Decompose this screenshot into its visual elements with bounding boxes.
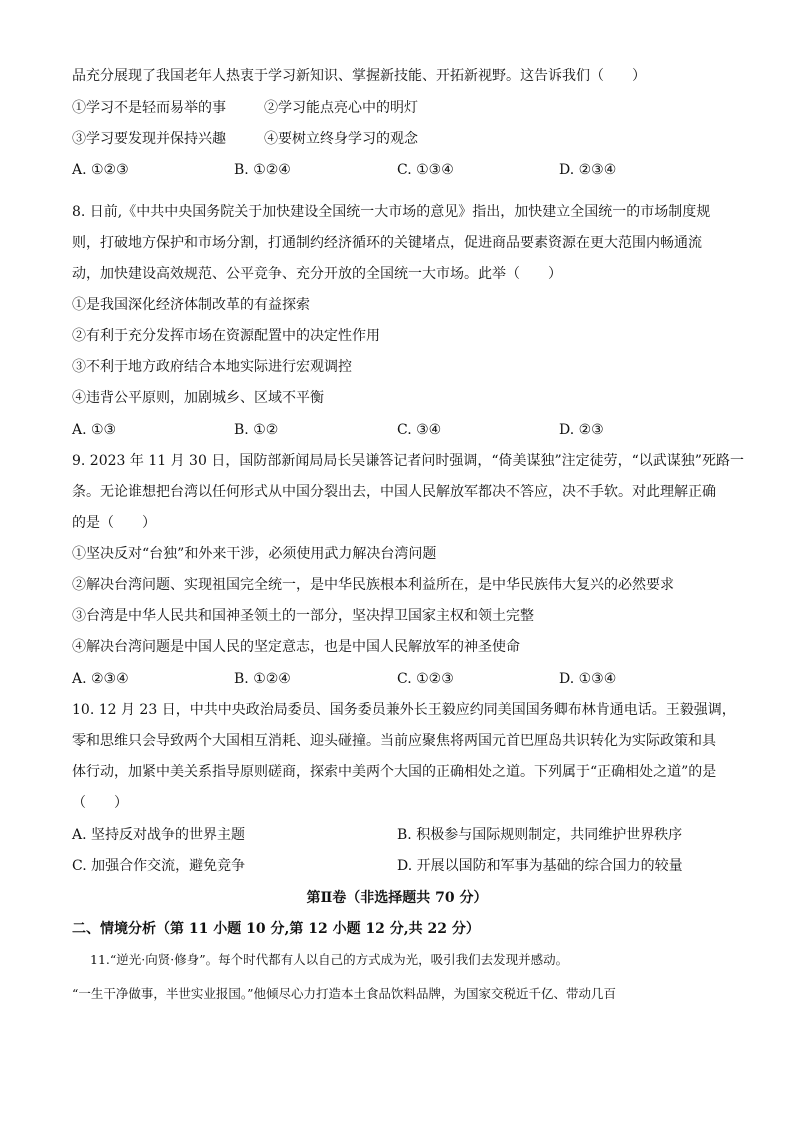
q9-statement-1: ①坚决反对“台独”和外来干涉，必须使用武力解决台湾问题 (72, 546, 437, 562)
q8-statement-4: ④违背公平原则，加剧城乡、区域不平衡 (72, 390, 324, 406)
q10-option-b[interactable]: B. 积极参与国际规则制定，共同维护世界秩序 (397, 827, 683, 843)
q7-option-b[interactable]: B. ①②④ (234, 162, 291, 178)
part-ii-title: 第Ⅱ卷（非选择题共 70 分） (306, 890, 488, 906)
q7-option-d[interactable]: D. ②③④ (559, 162, 617, 178)
q8-stem-line-1: 8. 日前,《中共中央国务院关于加快建设全国统一大市场的意见》指出，加快建立全国统一的市场制度规 (72, 204, 711, 220)
q7-statement-2: ②学习能点亮心中的明灯 (264, 100, 418, 116)
q11-line-2: “一生干净做事，半世实业报国。”他倾尽心力打造本土食品饮料品牌，为国家交税近千亿、带动几百 (72, 986, 617, 1001)
q9-stem-line-3: 的是（ ） (72, 515, 156, 531)
q9-option-a[interactable]: A. ②③④ (72, 671, 129, 687)
q10-stem-line-3: 体行动，加紧中美关系指导原则磋商，探索中美两个大国的正确相处之道。下列属于“正确相处之道”的是 (72, 764, 717, 780)
q8-stem-line-3: 动，加快建设高效规范、公平竞争、充分开放的全国统一大市场。此举（ ） (72, 266, 562, 282)
q10-stem-line-1: 10. 12 月 23 日，中共中央政治局委员、国务委员兼外长王毅应约同美国国务卿布林肯通电话。王毅强调， (72, 702, 736, 718)
q8-statement-3: ③不利于地方政府结合本地实际进行宏观调控 (72, 359, 352, 375)
q7-option-a[interactable]: A. ①②③ (72, 162, 129, 178)
q10-option-a[interactable]: A. 坚持反对战争的世界主题 (72, 827, 246, 843)
q11-line-1: 11.“逆光·向贤·修身”。每个时代都有人以自己的方式成为光，吸引我们去发现并感动。 (90, 952, 569, 967)
q7-statement-1: ①学习不是轻而易举的事 (72, 100, 226, 116)
q8-option-c[interactable]: C. ③④ (397, 422, 442, 438)
q9-option-d[interactable]: D. ①③④ (559, 671, 617, 687)
q8-option-a[interactable]: A. ①③ (72, 422, 117, 438)
q9-stem-line-2: 条。无论谁想把台湾以任何形式从中国分裂出去，中国人民解放军都决不答应，决不手软。对此理解正确 (72, 484, 716, 500)
q9-stem-line-1: 9. 2023 年 11 月 30 日，国防部新闻局局长吴谦答记者问时强调，“倚美谋独”注定徒劳，“以武谋独”死路一 (72, 453, 744, 469)
q8-statement-2: ②有利于充分发挥市场在资源配置中的决定性作用 (72, 328, 380, 344)
q8-option-d[interactable]: D. ②③ (559, 422, 604, 438)
q9-statement-4: ④解决台湾问题是中国人民的坚定意志，也是中国人民解放军的神圣使命 (72, 639, 520, 655)
q8-statement-1: ①是我国深化经济体制改革的有益探索 (72, 297, 310, 313)
q9-option-b[interactable]: B. ①②④ (234, 671, 291, 687)
q7-option-c[interactable]: C. ①③④ (397, 162, 454, 178)
q9-option-c[interactable]: C. ①②③ (397, 671, 454, 687)
q8-stem-line-2: 则，打破地方保护和市场分割，打通制约经济循环的关键堵点，促进商品要素资源在更大范围内畅通流 (72, 235, 702, 251)
q10-option-d[interactable]: D. 开展以国防和军事为基础的综合国力的较量 (397, 858, 683, 874)
q9-statement-2: ②解决台湾问题、实现祖国完全统一，是中华民族根本利益所在，是中华民族伟大复兴的必然要求 (72, 577, 674, 593)
q10-stem-line-4: （ ） (72, 795, 128, 811)
q9-statement-3: ③台湾是中华人民共和国神圣领土的一部分，坚决捍卫国家主权和领土完整 (72, 608, 534, 624)
q10-stem-line-2: 零和思维只会导致两个大国相互消耗、迎头碰撞。当前应聚焦将两国元首巴厘岛共识转化为实际政策和具 (72, 733, 716, 749)
q10-option-c[interactable]: C. 加强合作交流，避免竞争 (72, 858, 246, 874)
q8-option-b[interactable]: B. ①② (234, 422, 279, 438)
q7-statement-4: ④要树立终身学习的观念 (264, 131, 418, 147)
section-heading: 二、情境分析（第 11 小题 10 分,第 12 小题 12 分,共 22 分） (72, 921, 480, 937)
q7-stem-tail: 品充分展现了我国老年人热衷于学习新知识、掌握新技能、开拓新视野。这告诉我们（ ） (72, 68, 646, 84)
q7-statement-3: ③学习要发现并保持兴趣 (72, 131, 226, 147)
